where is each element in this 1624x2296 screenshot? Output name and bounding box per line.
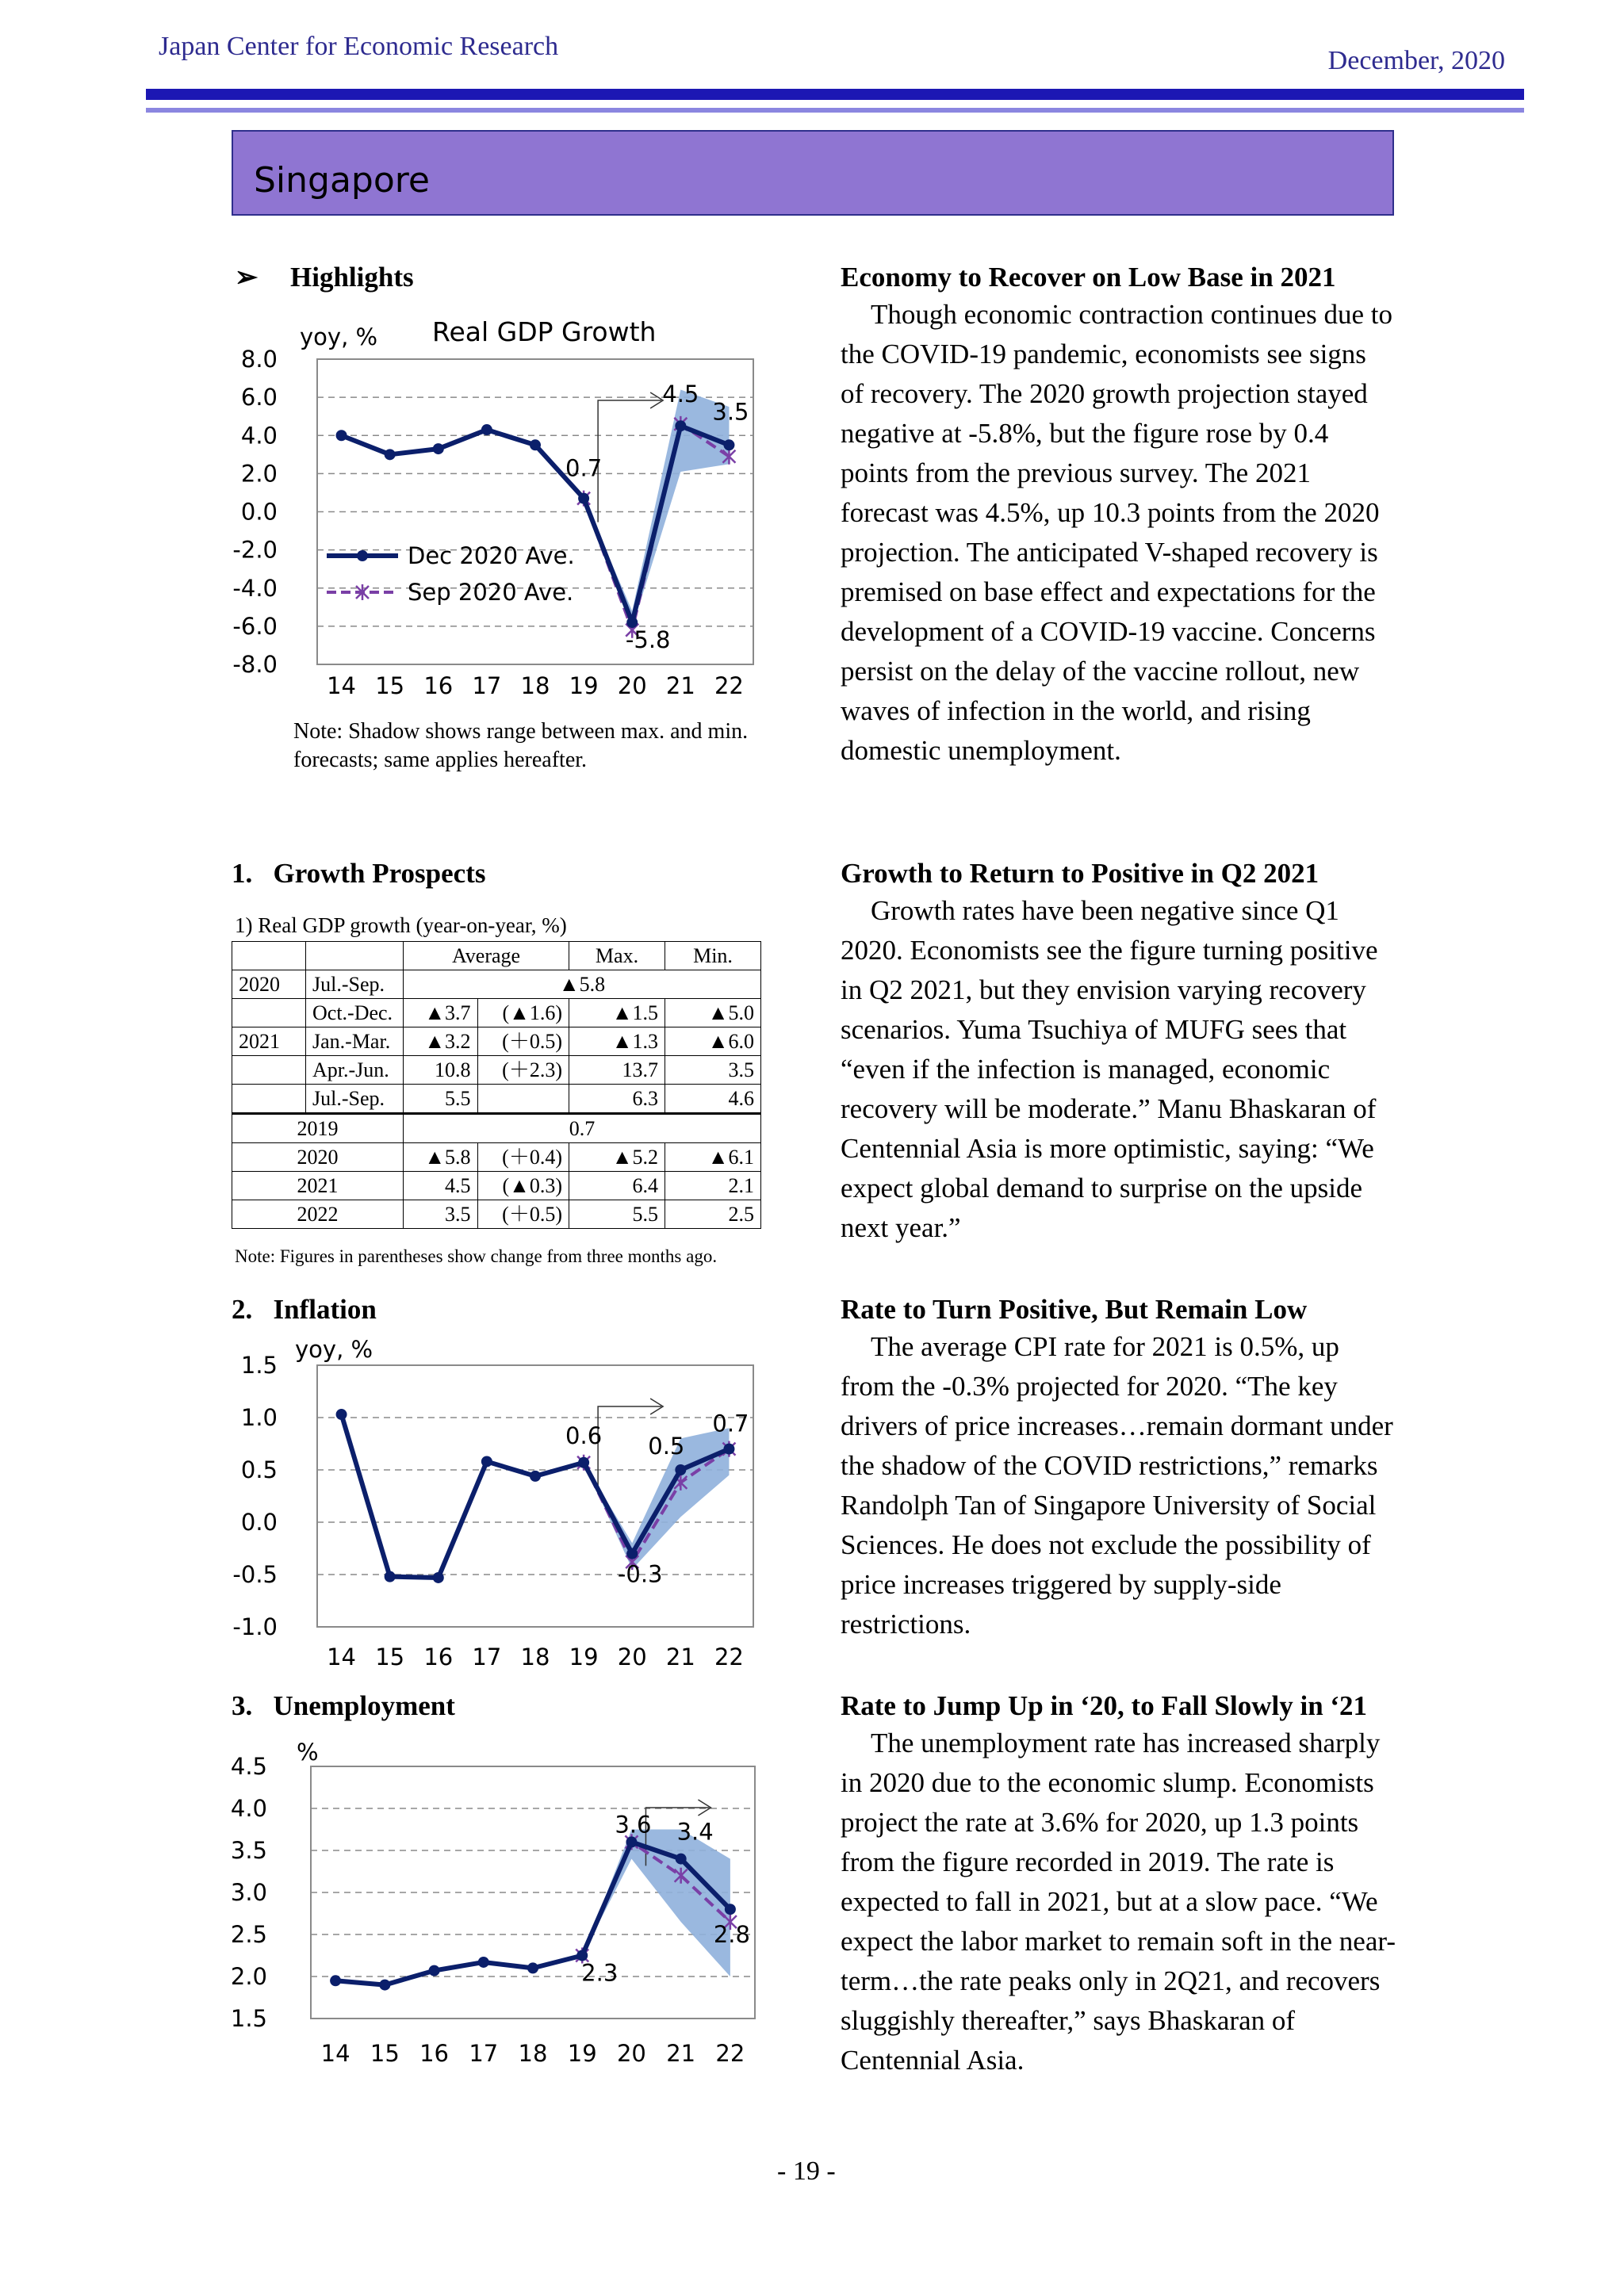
series-marker-dec bbox=[429, 1965, 440, 1976]
y-tick-label: 4.5 bbox=[230, 1753, 267, 1780]
article-heading: Rate to Jump Up in ‘20, to Fall Slowly in ‘21 bbox=[841, 1690, 1368, 1721]
unemployment-heading: 3. Unemployment bbox=[232, 1690, 455, 1721]
y-tick-label: 0.0 bbox=[240, 498, 278, 526]
x-tick-label: 20 bbox=[617, 672, 647, 699]
data-label: -5.8 bbox=[625, 626, 671, 654]
series-marker-dec bbox=[530, 439, 541, 450]
data-label: 0.7 bbox=[565, 454, 603, 482]
inflation-heading: 2. Inflation bbox=[232, 1294, 377, 1325]
y-tick-label: 8.0 bbox=[240, 346, 278, 373]
y-tick-label: 2.0 bbox=[240, 460, 278, 488]
data-label: 2.8 bbox=[713, 1921, 750, 1949]
data-label: 3.5 bbox=[712, 398, 749, 426]
gdp-forecast-table bbox=[232, 941, 761, 1229]
data-label: -0.3 bbox=[617, 1560, 663, 1588]
series-marker-dec bbox=[385, 1571, 396, 1582]
gdp-table-caption: 1) Real GDP growth (year-on-year, %) bbox=[235, 913, 567, 937]
table-header-row bbox=[232, 942, 761, 970]
page-title-banner bbox=[232, 130, 1394, 216]
x-tick-label: 15 bbox=[375, 1644, 405, 1670]
x-tick-label: 15 bbox=[375, 672, 405, 699]
table-row: 2021 4.5 (▲0.3) 6.4 2.1 bbox=[232, 1172, 761, 1200]
article-growth bbox=[841, 858, 1396, 1248]
col-min: Min. bbox=[665, 942, 761, 970]
x-tick-label: 20 bbox=[617, 1644, 647, 1670]
y-tick-label: 2.5 bbox=[230, 1921, 267, 1948]
y-tick-label: -1.0 bbox=[232, 1613, 278, 1640]
y-tick-label: -4.0 bbox=[232, 574, 278, 602]
series-marker-dec bbox=[578, 1457, 589, 1468]
x-tick-label: 16 bbox=[419, 2040, 450, 2067]
gdp-table-note: Note: Figures in parentheses show change from three months ago. bbox=[235, 1246, 718, 1266]
x-tick-label: 17 bbox=[469, 2040, 499, 2067]
series-marker-dec bbox=[723, 439, 734, 450]
table-row: 2021 Jan.-Mar. ▲3.2 (＋0.5) ▲1.3 ▲6.0 bbox=[232, 1027, 761, 1056]
series-marker-dec bbox=[385, 449, 396, 460]
organization-name: Japan Center for Economic Research bbox=[159, 32, 559, 61]
x-tick-label: 18 bbox=[520, 1644, 550, 1670]
page-number: - 19 - bbox=[777, 2156, 836, 2186]
y-tick-label: 0.5 bbox=[240, 1456, 278, 1483]
x-tick-label: 21 bbox=[666, 2040, 696, 2067]
article-inflation bbox=[841, 1294, 1396, 1644]
x-tick-label: 16 bbox=[423, 672, 454, 699]
series-marker-dec bbox=[675, 420, 686, 431]
x-tick-label: 14 bbox=[327, 1644, 357, 1670]
x-tick-label: 16 bbox=[423, 1644, 454, 1670]
data-label: 3.6 bbox=[615, 1811, 652, 1839]
article-heading: Growth to Return to Positive in Q2 2021 bbox=[841, 858, 1320, 889]
y-tick-label: 0.0 bbox=[240, 1509, 278, 1536]
x-tick-label: 21 bbox=[665, 672, 695, 699]
y-tick-label: 3.0 bbox=[230, 1879, 267, 1906]
article-text: Growth rates have been negative since Q1 2020. Economists see the figure turning positive in Q2 2021, but they envision varying recovery scenarios. Yuma Tsuchiya of MUFG sees that “even if the infection is managed, economic recovery will be moderate.” Manu Bhaskaran of Centennial Asia is more optimistic, saying: “We expect global demand to surprise on the upside next year.” bbox=[841, 895, 1378, 1243]
x-tick-label: 22 bbox=[714, 1644, 744, 1670]
series-marker-dec bbox=[626, 1548, 638, 1559]
table-row: 2020 ▲5.8 (＋0.4) ▲5.2 ▲6.1 bbox=[232, 1143, 761, 1172]
page-title: Singapore bbox=[254, 160, 430, 201]
table-row: Jul.-Sep. 5.5 6.3 4.6 bbox=[232, 1085, 761, 1114]
y-tick-label: 2.0 bbox=[230, 1963, 267, 1990]
article-text: The unemployment rate has increased sharply in 2020 due to the economic slump. Economists project the rate at 3.6% for 2020, up 1.3 points from the figure recorded in 2019. The rate is expected to fall in 2021, but at a slow pace. “We expect the labor market to remain soft in the near-term…the rate peaks only in 2Q21, and recovers sluggishly thereafter,” says Bhaskaran of Centennial Asia. bbox=[841, 1728, 1396, 2076]
series-marker-dec bbox=[433, 443, 444, 454]
data-label: 0.6 bbox=[565, 1422, 603, 1449]
series-marker-dec bbox=[626, 1836, 637, 1847]
data-label: 0.5 bbox=[648, 1433, 685, 1460]
gdp-growth-chart bbox=[230, 305, 777, 710]
x-tick-label: 19 bbox=[567, 2040, 597, 2067]
series-marker-dec bbox=[578, 493, 589, 504]
data-label: 2.3 bbox=[581, 1959, 619, 1987]
series-marker-dec bbox=[433, 1572, 444, 1583]
series-marker-dec bbox=[379, 1980, 390, 1991]
header-rule-thick bbox=[146, 89, 1524, 100]
growth-heading: 1. Growth Prospects bbox=[232, 858, 486, 889]
forecast-range-band bbox=[584, 390, 729, 629]
series-marker-dec bbox=[481, 424, 492, 435]
table-row: 2022 3.5 (＋0.5) 5.5 2.5 bbox=[232, 1200, 761, 1229]
unemployment-chart bbox=[224, 1735, 779, 2084]
article-heading: Rate to Turn Positive, But Remain Low bbox=[841, 1294, 1308, 1325]
y-tick-label: 1.0 bbox=[240, 1404, 278, 1431]
x-tick-label: 21 bbox=[665, 1644, 695, 1670]
series-marker-dec bbox=[336, 430, 347, 441]
y-tick-label: 3.5 bbox=[230, 1837, 267, 1864]
table-row: 2019 0.7 bbox=[232, 1114, 761, 1143]
y-tick-label: -8.0 bbox=[232, 651, 278, 678]
y-axis-label: yoy, % bbox=[300, 323, 378, 350]
series-marker-dec bbox=[330, 1975, 341, 1986]
highlights-arrow-icon: ➢ bbox=[235, 262, 259, 293]
y-tick-label: -6.0 bbox=[232, 612, 278, 640]
y-tick-label: 6.0 bbox=[240, 384, 278, 411]
y-axis-label: % bbox=[297, 1739, 319, 1766]
series-marker-dec bbox=[478, 1957, 489, 1968]
article-economy bbox=[841, 262, 1396, 771]
y-tick-label: 4.0 bbox=[230, 1795, 267, 1822]
y-axis-label: yoy, % bbox=[295, 1336, 373, 1363]
series-marker-dec bbox=[530, 1471, 541, 1482]
data-label: 3.4 bbox=[676, 1818, 714, 1846]
x-tick-label: 15 bbox=[370, 2040, 400, 2067]
article-text: The average CPI rate for 2021 is 0.5%, up from the -0.3% projected for 2020. “The key drivers of price increases…remain dormant under the shadow of the COVID restrictions,” remarks Randolph Tan of Singapore University of Social Sciences. He does not exclude the possibility of price increases triggered by supply-side restrictions. bbox=[841, 1331, 1393, 1640]
x-tick-label: 17 bbox=[472, 1644, 502, 1670]
x-tick-label: 19 bbox=[569, 1644, 599, 1670]
legend-marker-dec bbox=[357, 550, 368, 561]
y-tick-label: -0.5 bbox=[232, 1561, 278, 1588]
y-tick-label: 1.5 bbox=[240, 1352, 278, 1379]
highlights-heading: Highlights bbox=[290, 262, 414, 293]
x-tick-label: 20 bbox=[616, 2040, 646, 2067]
article-text: Though economic contraction continues due to the COVID-19 pandemic, economists see signs of recovery. The 2020 growth projection stayed negative at -5.8%, but the figure rose by 0.4 points from the previous survey. The 2021 forecast was 4.5%, up 10.3 points from the 2020 projection. The anticipated V-shaped recovery is premised on base effect and expectations for the development of a COVID-19 vaccine. Concerns persist on the delay of the vaccine rollout, new waves of infection in the world, and rising domestic unemployment. bbox=[841, 299, 1393, 766]
article-heading: Economy to Recover on Low Base in 2021 bbox=[841, 262, 1336, 293]
y-tick-label: -2.0 bbox=[232, 536, 278, 564]
series-marker-dec bbox=[336, 1409, 347, 1420]
legend-label-dec: Dec 2020 Ave. bbox=[408, 542, 575, 569]
series-marker-dec bbox=[725, 1904, 736, 1915]
x-tick-label: 22 bbox=[714, 672, 744, 699]
data-label: 4.5 bbox=[662, 381, 699, 408]
forecast-bracket bbox=[598, 400, 661, 522]
x-tick-label: 18 bbox=[518, 2040, 548, 2067]
x-tick-label: 17 bbox=[472, 672, 502, 699]
table-row: Apr.-Jun. 10.8 (＋2.3) 13.7 3.5 bbox=[232, 1056, 761, 1085]
x-tick-label: 22 bbox=[715, 2040, 745, 2067]
data-label: 0.7 bbox=[712, 1410, 749, 1437]
article-unemployment bbox=[841, 1690, 1396, 2080]
series-marker-dec bbox=[676, 1854, 687, 1865]
table-row: 2020 Jul.-Sep. ▲5.8 bbox=[232, 970, 761, 999]
legend-label-sep: Sep 2020 Ave. bbox=[408, 579, 574, 606]
x-tick-label: 19 bbox=[569, 672, 599, 699]
x-tick-label: 18 bbox=[520, 672, 550, 699]
y-tick-label: 1.5 bbox=[230, 2005, 267, 2032]
chart-title: Real GDP Growth bbox=[432, 316, 657, 347]
series-marker-dec bbox=[481, 1456, 492, 1467]
col-average: Average bbox=[404, 942, 569, 970]
highlights-note: Note: Shadow shows range between max. and min. forecasts; same applies hereafter. bbox=[293, 719, 749, 772]
y-tick-label: 4.0 bbox=[240, 422, 278, 450]
series-marker-dec bbox=[723, 1444, 734, 1455]
x-tick-label: 14 bbox=[320, 2040, 350, 2067]
inflation-chart bbox=[230, 1334, 777, 1682]
series-marker-dec bbox=[675, 1464, 686, 1475]
report-date: December, 2020 bbox=[1327, 46, 1505, 75]
table-row: Oct.-Dec. ▲3.7 (▲1.6) ▲1.5 ▲5.0 bbox=[232, 999, 761, 1027]
series-marker-dec bbox=[527, 1962, 538, 1973]
col-max: Max. bbox=[569, 942, 665, 970]
x-tick-label: 14 bbox=[327, 672, 357, 699]
header-rule-thin bbox=[146, 108, 1524, 113]
